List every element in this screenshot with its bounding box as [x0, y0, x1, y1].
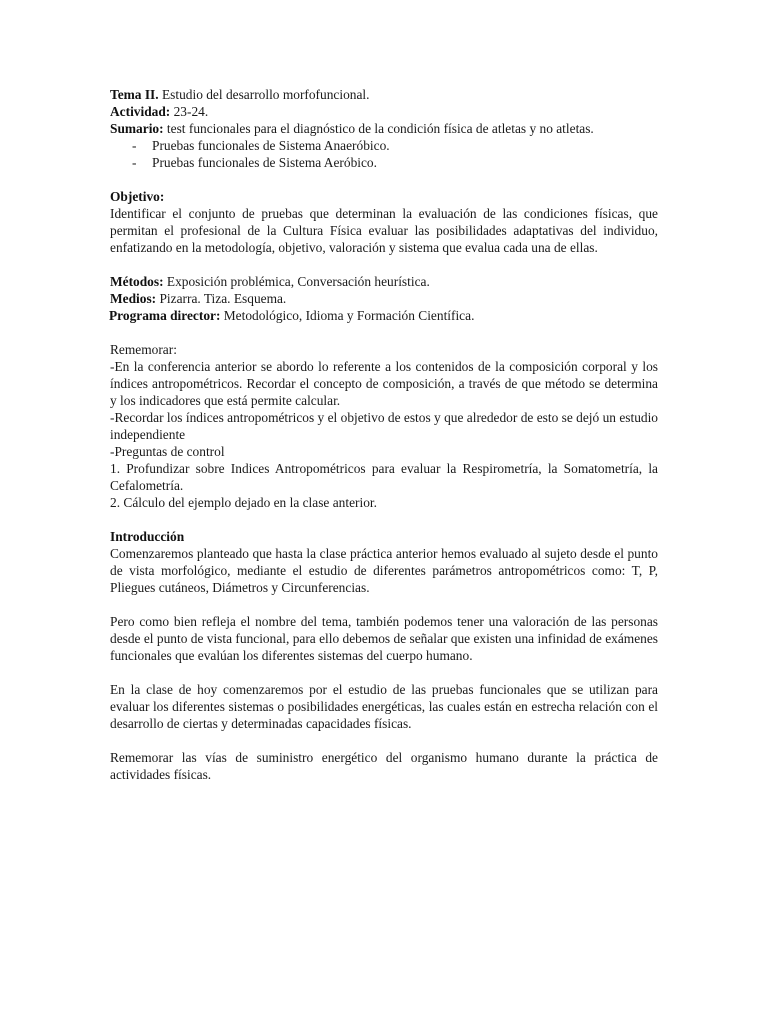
programa-text: Metodológico, Idioma y Formación Científica.: [220, 308, 475, 323]
bullet-dash: -: [132, 138, 137, 153]
programa-line: [109, 307, 658, 324]
rememorar-paragraph-2: -Recordar los índices antropométricos y el objetivo de estos y que alrededor de esto se dejó un estudio independiente: [110, 410, 658, 442]
rememorar-paragraph-3: -Preguntas de control: [110, 444, 225, 459]
bullet-dash: -: [132, 155, 137, 170]
medios-label: Medios:: [110, 291, 157, 306]
sumario-item-text: Pruebas funcionales de Sistema Anaeróbico.: [152, 138, 390, 153]
sumario-label: Sumario:: [110, 121, 164, 136]
actividad-line: [110, 103, 658, 120]
tema-line: [110, 86, 658, 103]
sumario-text: test funcionales para el diagnóstico de la condición física de atletas y no atletas.: [163, 121, 594, 136]
sumario-item: [110, 154, 658, 171]
objetivo-heading: Objetivo:: [110, 189, 165, 204]
introduccion-paragraph-4: Rememorar las vías de suministro energético del organismo humano durante la práctica de actividades físicas.: [110, 750, 658, 782]
introduccion-heading: Introducción: [110, 529, 185, 544]
document-body: [110, 86, 658, 783]
medios-text: Pizarra. Tiza. Esquema.: [156, 291, 287, 306]
introduccion-paragraph-1: Comenzaremos planteado que hasta la clase práctica anterior hemos evaluado al sujeto desde el punto de vista morfológico, mediante el estudio de diferentes parámetros antropométricos como: T, P, Pliegues cutáneos, Diámetros y Circunferencias.: [110, 546, 658, 595]
control-question-1: 1. Profundizar sobre Indices Antropométricos para evaluar la Respirometría, la Somatometría, la Cefalometría.: [110, 461, 658, 493]
sumario-item: [110, 137, 658, 154]
rememorar-heading: Rememorar:: [110, 342, 177, 357]
sumario-item-text: Pruebas funcionales de Sistema Aeróbico.: [152, 155, 377, 170]
control-question-2: 2. Cálculo del ejemplo dejado en la clase anterior.: [110, 495, 377, 510]
programa-label: Programa director:: [109, 308, 221, 323]
rememorar-paragraph-1: -En la conferencia anterior se abordo lo referente a los contenidos de la composición corporal y los índices antropométricos. Recordar el concepto de composición, a través de que método se determina y los indicadores que está permite calcular.: [110, 359, 658, 408]
introduccion-paragraph-3: En la clase de hoy comenzaremos por el estudio de las pruebas funcionales que se utilizan para evaluar los diferentes sistemas o posibilidades energéticas, las cuales están en estrecha relación con el desarrollo de ciertas y determinadas capacidades físicas.: [110, 682, 658, 731]
objetivo-text: Identificar el conjunto de pruebas que determinan la evaluación de las condiciones físicas, que permitan el profesional de la Cultura Física evaluar las posibilidades adaptativas del individuo, enfatizando en la metodología, objetivo, valoración y sistema que evalua cada una de ellas.: [110, 206, 658, 255]
tema-label: Tema II.: [110, 87, 159, 102]
introduccion-paragraph-2: Pero como bien refleja el nombre del tema, también podemos tener una valoración de las personas desde el punto de vista funcional, para ello debemos de señalar que existen una infinidad de exámenes funcionales que evalúan los diferentes sistemas del cuerpo humano.: [110, 614, 658, 663]
metodos-label: Métodos:: [110, 274, 164, 289]
medios-line: [110, 290, 658, 307]
metodos-text: Exposición problémica, Conversación heurística.: [163, 274, 430, 289]
tema-text: Estudio del desarrollo morfofuncional.: [158, 87, 370, 102]
metodos-line: [110, 273, 658, 290]
actividad-text: 23-24.: [170, 104, 209, 119]
actividad-label: Actividad:: [110, 104, 171, 119]
sumario-line: [110, 120, 658, 137]
